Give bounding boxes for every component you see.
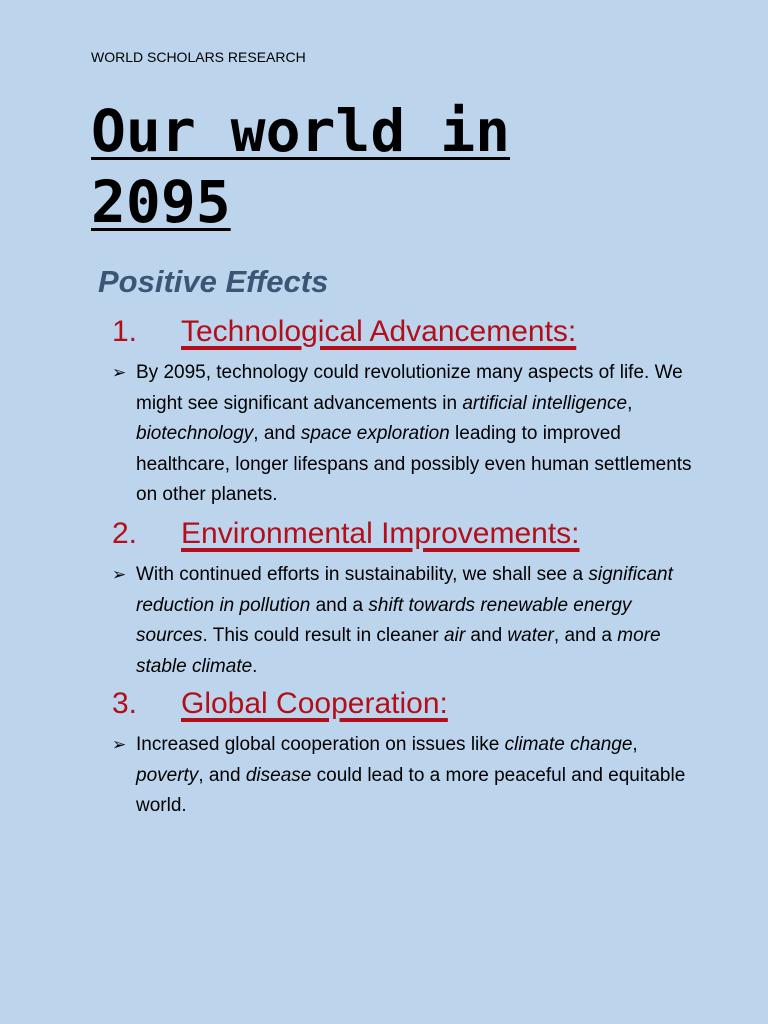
bullet-environmental <box>112 560 692 682</box>
section-number: 2. <box>112 517 138 550</box>
section-heading-text: Technological Advancements: <box>181 315 577 348</box>
bullet-text: With continued efforts in sustainability, we shall see a significant reduction in pollution and a shift towards renewable energy sources. This could result in cleaner air and water, and a more stable climate. <box>136 564 673 677</box>
bullet-text: By 2095, technology could revolutionize many aspects of life. We might see significant advancements in artificial intelligence, biotechnology, and space exploration leading to improved healthcare, longer lifespans and possibly even human settlements on other planets. <box>136 362 692 505</box>
section-number: 3. <box>112 687 138 720</box>
page-title <box>91 96 651 238</box>
section-heading-technological <box>112 315 576 349</box>
section-number: 1. <box>112 315 138 348</box>
title-line-1: Our world in <box>91 97 511 165</box>
bullet-global <box>112 730 692 822</box>
arrow-bullet-icon: ➢ <box>112 565 127 584</box>
section-heading-text: Environmental Improvements: <box>181 517 580 550</box>
title-line-2: 2095 <box>91 168 231 236</box>
arrow-bullet-icon: ➢ <box>112 363 127 382</box>
section-heading-global <box>112 687 448 721</box>
bullet-text: Increased global cooperation on issues like climate change, poverty, and disease could lead to a more peaceful and equitable world. <box>136 734 686 816</box>
document-header: WORLD SCHOLARS RESEARCH <box>91 49 306 65</box>
section-heading-environmental <box>112 517 580 551</box>
section-heading-text: Global Cooperation: <box>181 687 448 720</box>
section-subtitle: Positive Effects <box>98 264 329 299</box>
arrow-bullet-icon: ➢ <box>112 735 127 754</box>
bullet-technological <box>112 358 692 511</box>
